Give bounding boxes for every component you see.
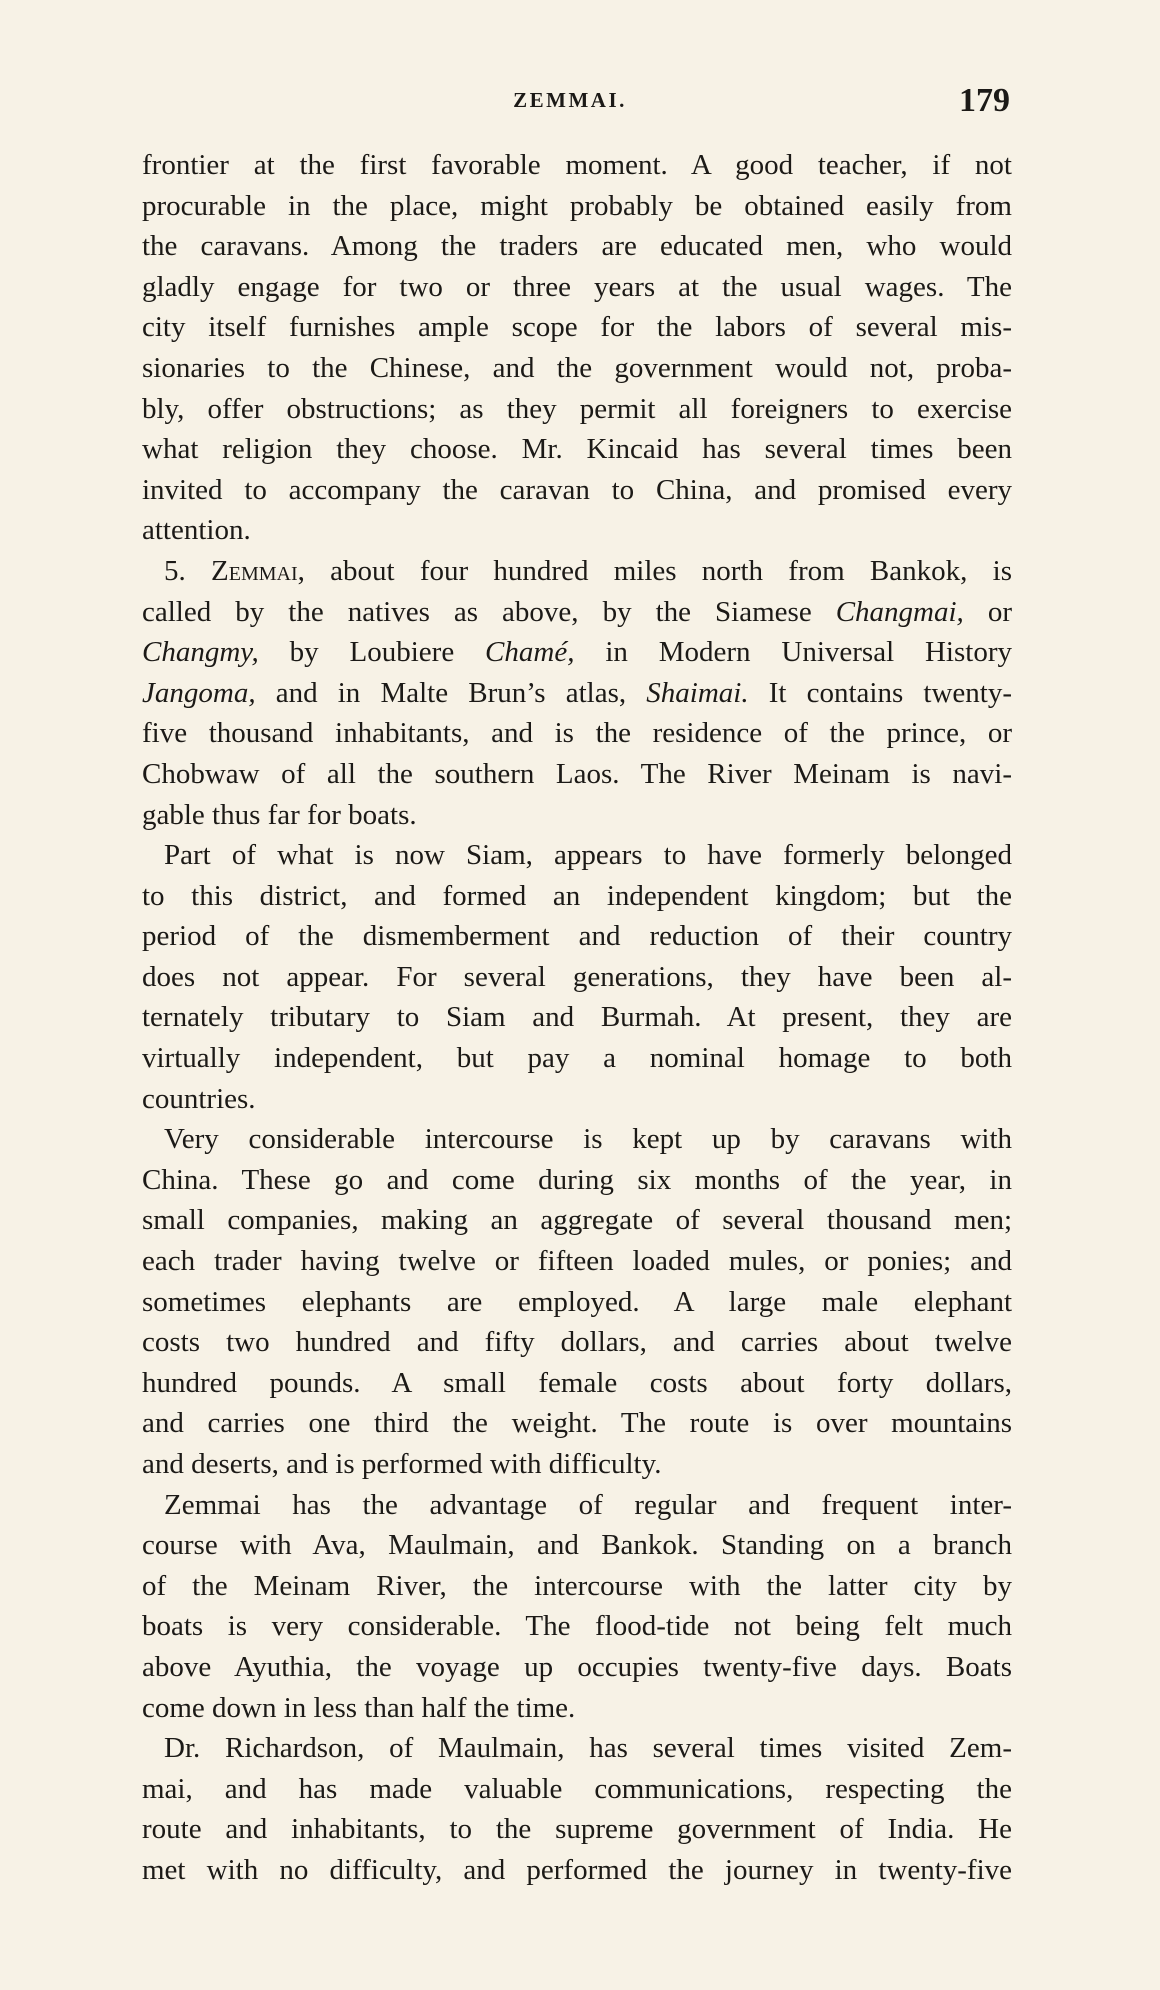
text-line: invited to accompany the caravan to China, and promised every xyxy=(142,473,1012,506)
text-segment: It contains twenty- xyxy=(748,676,1013,709)
text-line: Zemmai has the advantage of regular and frequent inter- xyxy=(164,1488,1012,1521)
text-segment: or xyxy=(963,595,1012,628)
text-line xyxy=(142,632,1012,673)
text-line xyxy=(142,551,1012,592)
text-line: route and inhabitants, to the supreme government of India. He xyxy=(142,1813,1012,1846)
text-segment: by Loubiere xyxy=(258,636,486,669)
text-line: boats is very considerable. The flood-tide not being felt much xyxy=(142,1610,1012,1643)
text-line: procurable in the place, might probably be obtained easily from xyxy=(142,189,1012,222)
italic-name: Changmai, xyxy=(835,595,964,628)
text-line: and carries one third the weight. The route is over mountains xyxy=(142,1407,1012,1440)
text-line: countries. xyxy=(142,1082,256,1115)
italic-name: Chamé, xyxy=(485,636,575,669)
italic-name: Shaimai. xyxy=(646,676,749,709)
text-line: mai, and has made valuable communications, respecting the xyxy=(142,1772,1012,1805)
text-line: sionaries to the Chinese, and the government would not, proba- xyxy=(142,351,1012,384)
text-line: Dr. Richardson, of Maulmain, has several times visited Zem- xyxy=(164,1732,1012,1765)
text-line: what religion they choose. Mr. Kincaid has several times been xyxy=(142,433,1012,466)
text-line: bly, offer obstructions; as they permit all foreigners to exercise xyxy=(142,392,1012,425)
running-title: ZEMMAI. xyxy=(513,88,627,112)
text-line: Part of what is now Siam, appears to have formerly belonged xyxy=(164,839,1012,872)
page-number: 179 xyxy=(959,82,1010,119)
text-line: does not appear. For several generations, they have been al- xyxy=(142,960,1012,993)
small-caps-heading: Zemmai xyxy=(211,554,298,587)
text-line: Chobwaw of all the southern Laos. The River Meinam is navi- xyxy=(142,757,1012,790)
text-segment: 5. xyxy=(164,554,212,587)
text-line: gable thus far for boats. xyxy=(142,798,417,831)
text-line: Very considerable intercourse is kept up by caravans with xyxy=(164,1123,1012,1156)
text-line: China. These go and come during six months of the year, in xyxy=(142,1163,1012,1196)
text-line: small companies, making an aggregate of several thousand men; xyxy=(142,1204,1012,1237)
text-line xyxy=(142,592,1012,633)
text-line: the caravans. Among the traders are educated men, who would xyxy=(142,230,1012,263)
text-segment: , about four hundred miles north from Bankok, is xyxy=(297,554,1012,587)
text-line: period of the dismemberment and reduction of their country xyxy=(142,920,1012,953)
text-line: met with no difficulty, and performed the journey in twenty-five xyxy=(142,1853,1012,1886)
text-line: and deserts, and is performed with difficulty. xyxy=(142,1448,662,1480)
text-line: sometimes elephants are employed. A large male elephant xyxy=(142,1285,1012,1318)
text-line: virtually independent, but pay a nominal homage to both xyxy=(142,1042,1012,1075)
text-line: of the Meinam River, the intercourse with the latter city by xyxy=(142,1569,1012,1602)
text-line: each trader having twelve or fifteen loaded mules, or ponies; and xyxy=(142,1245,1012,1278)
italic-name: Changmy, xyxy=(142,636,259,669)
text-line: course with Ava, Maulmain, and Bankok. Standing on a branch xyxy=(142,1529,1012,1562)
text-segment: called by the natives as above, by the Siamese xyxy=(142,595,836,628)
body-text xyxy=(142,145,1012,1891)
running-head xyxy=(130,82,1010,122)
text-line: costs two hundred and fifty dollars, and carries about twelve xyxy=(142,1326,1012,1359)
text-line: to this district, and formed an independent kingdom; but the xyxy=(142,879,1012,912)
text-line: five thousand inhabitants, and is the residence of the prince, or xyxy=(142,717,1012,750)
text-line: ternately tributary to Siam and Burmah. At present, they are xyxy=(142,1001,1012,1034)
text-line: attention. xyxy=(142,514,251,547)
text-segment: and in Malte Brun’s atlas, xyxy=(255,676,647,709)
text-line: hundred pounds. A small female costs about forty dollars, xyxy=(142,1366,1012,1399)
italic-name: Jangoma, xyxy=(142,676,256,709)
text-line: come down in less than half the time. xyxy=(142,1691,576,1724)
text-line: above Ayuthia, the voyage up occupies twenty-five days. Boats xyxy=(142,1650,1012,1683)
text-line xyxy=(142,673,1012,714)
text-line: gladly engage for two or three years at the usual wages. The xyxy=(142,270,1012,303)
text-line: city itself furnishes ample scope for the labors of several mis- xyxy=(142,311,1012,344)
text-segment: in Modern Universal History xyxy=(574,636,1012,669)
text-line: frontier at the first favorable moment. A good teacher, if not xyxy=(142,149,1012,181)
